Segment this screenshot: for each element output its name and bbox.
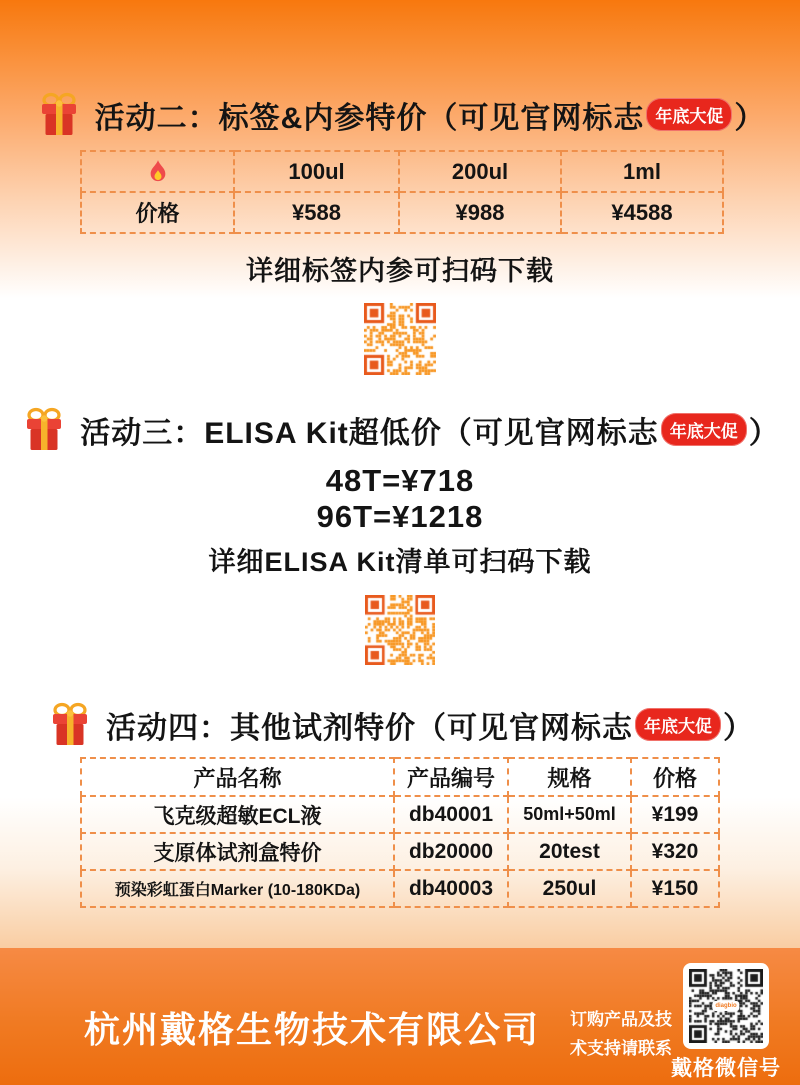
product-price: ¥320 [631,833,719,870]
year-end-sale-badge: 年底大促 [635,708,721,741]
section-activity3-title [0,403,800,457]
elisa-list-qr [365,595,435,665]
product-spec: 250ul [508,870,631,907]
fire-icon-cell [81,151,234,192]
product-spec: 20test [508,833,631,870]
col-price: 价格 [631,758,719,796]
product-code: db40003 [394,870,508,907]
product-code: db20000 [394,833,508,870]
gift-icon [46,701,94,749]
wechat-qr-label: 戴格微信号 [671,1057,781,1080]
col-200ul: 200ul [399,151,561,192]
col-spec: 规格 [508,758,631,796]
qr-code-orange-2 [365,595,435,665]
section-activity4-heading [106,703,754,747]
contact-text [570,1006,672,1064]
label-price-table [80,150,724,234]
title-text: 活动二：标签&内参特价（可见官网标志 [94,102,645,135]
contact-line2: 术支持请联系 [570,1038,672,1058]
section-activity4-title [0,698,800,752]
product-spec: 50ml+50ml [508,796,631,833]
product-name: 飞克级超敏ECL液 [81,796,394,833]
price-200ul: ¥988 [399,192,561,233]
product-name: 支原体试剂盒特价 [81,833,394,870]
qr-center-logo: diagbio [712,1001,739,1011]
title-close-paren: ） [723,712,754,745]
company-name: 杭州戴格生物技术有限公司 [84,1009,541,1050]
product-code: db40001 [394,796,508,833]
table-header-row [81,758,719,796]
wechat-qr [683,963,769,1049]
table-row [81,870,719,907]
reagent-price-table [80,757,720,908]
product-name: 预染彩虹蛋白Marker (10-180KDa) [81,870,394,907]
section-activity3-heading [80,408,780,452]
fire-icon [147,159,169,185]
title-close-paren: ） [748,417,780,450]
elisa-price-96t: 96T=¥1218 [316,499,484,534]
table-row [81,833,719,870]
section-activity2-title [0,88,800,142]
label-download-qr [364,303,436,375]
product-price: ¥150 [631,870,719,907]
contact-line1: 订购产品及技 [570,1010,672,1029]
year-end-sale-badge: 年底大促 [646,98,732,131]
section-activity2-heading [95,93,766,137]
price-1ml: ¥4588 [561,192,723,233]
product-price: ¥199 [631,796,719,833]
table-header-row [81,151,723,192]
qr-code-orange-1 [364,303,436,375]
title-text: 活动三：ELISA Kit超低价（可见官网标志 [80,417,659,450]
title-close-paren: ） [734,102,766,135]
table-row [81,796,719,833]
activity2-note: 详细标签内参可扫码下载 [246,256,554,286]
gift-icon [20,406,68,454]
row-label-price: 价格 [81,192,234,233]
elisa-price-48t: 48T=¥718 [325,463,475,498]
table-row [81,192,723,233]
footer-bar [0,948,800,1085]
price-100ul: ¥588 [234,192,399,233]
gift-icon [35,91,83,139]
col-product-name: 产品名称 [81,758,394,796]
col-100ul: 100ul [234,151,399,192]
year-end-sale-badge: 年底大促 [661,413,747,446]
col-1ml: 1ml [561,151,723,192]
title-text: 活动四：其他试剂特价（可见官网标志 [106,712,633,745]
activity3-note: 详细ELISA Kit清单可扫码下载 [208,547,592,577]
col-product-code: 产品编号 [394,758,508,796]
